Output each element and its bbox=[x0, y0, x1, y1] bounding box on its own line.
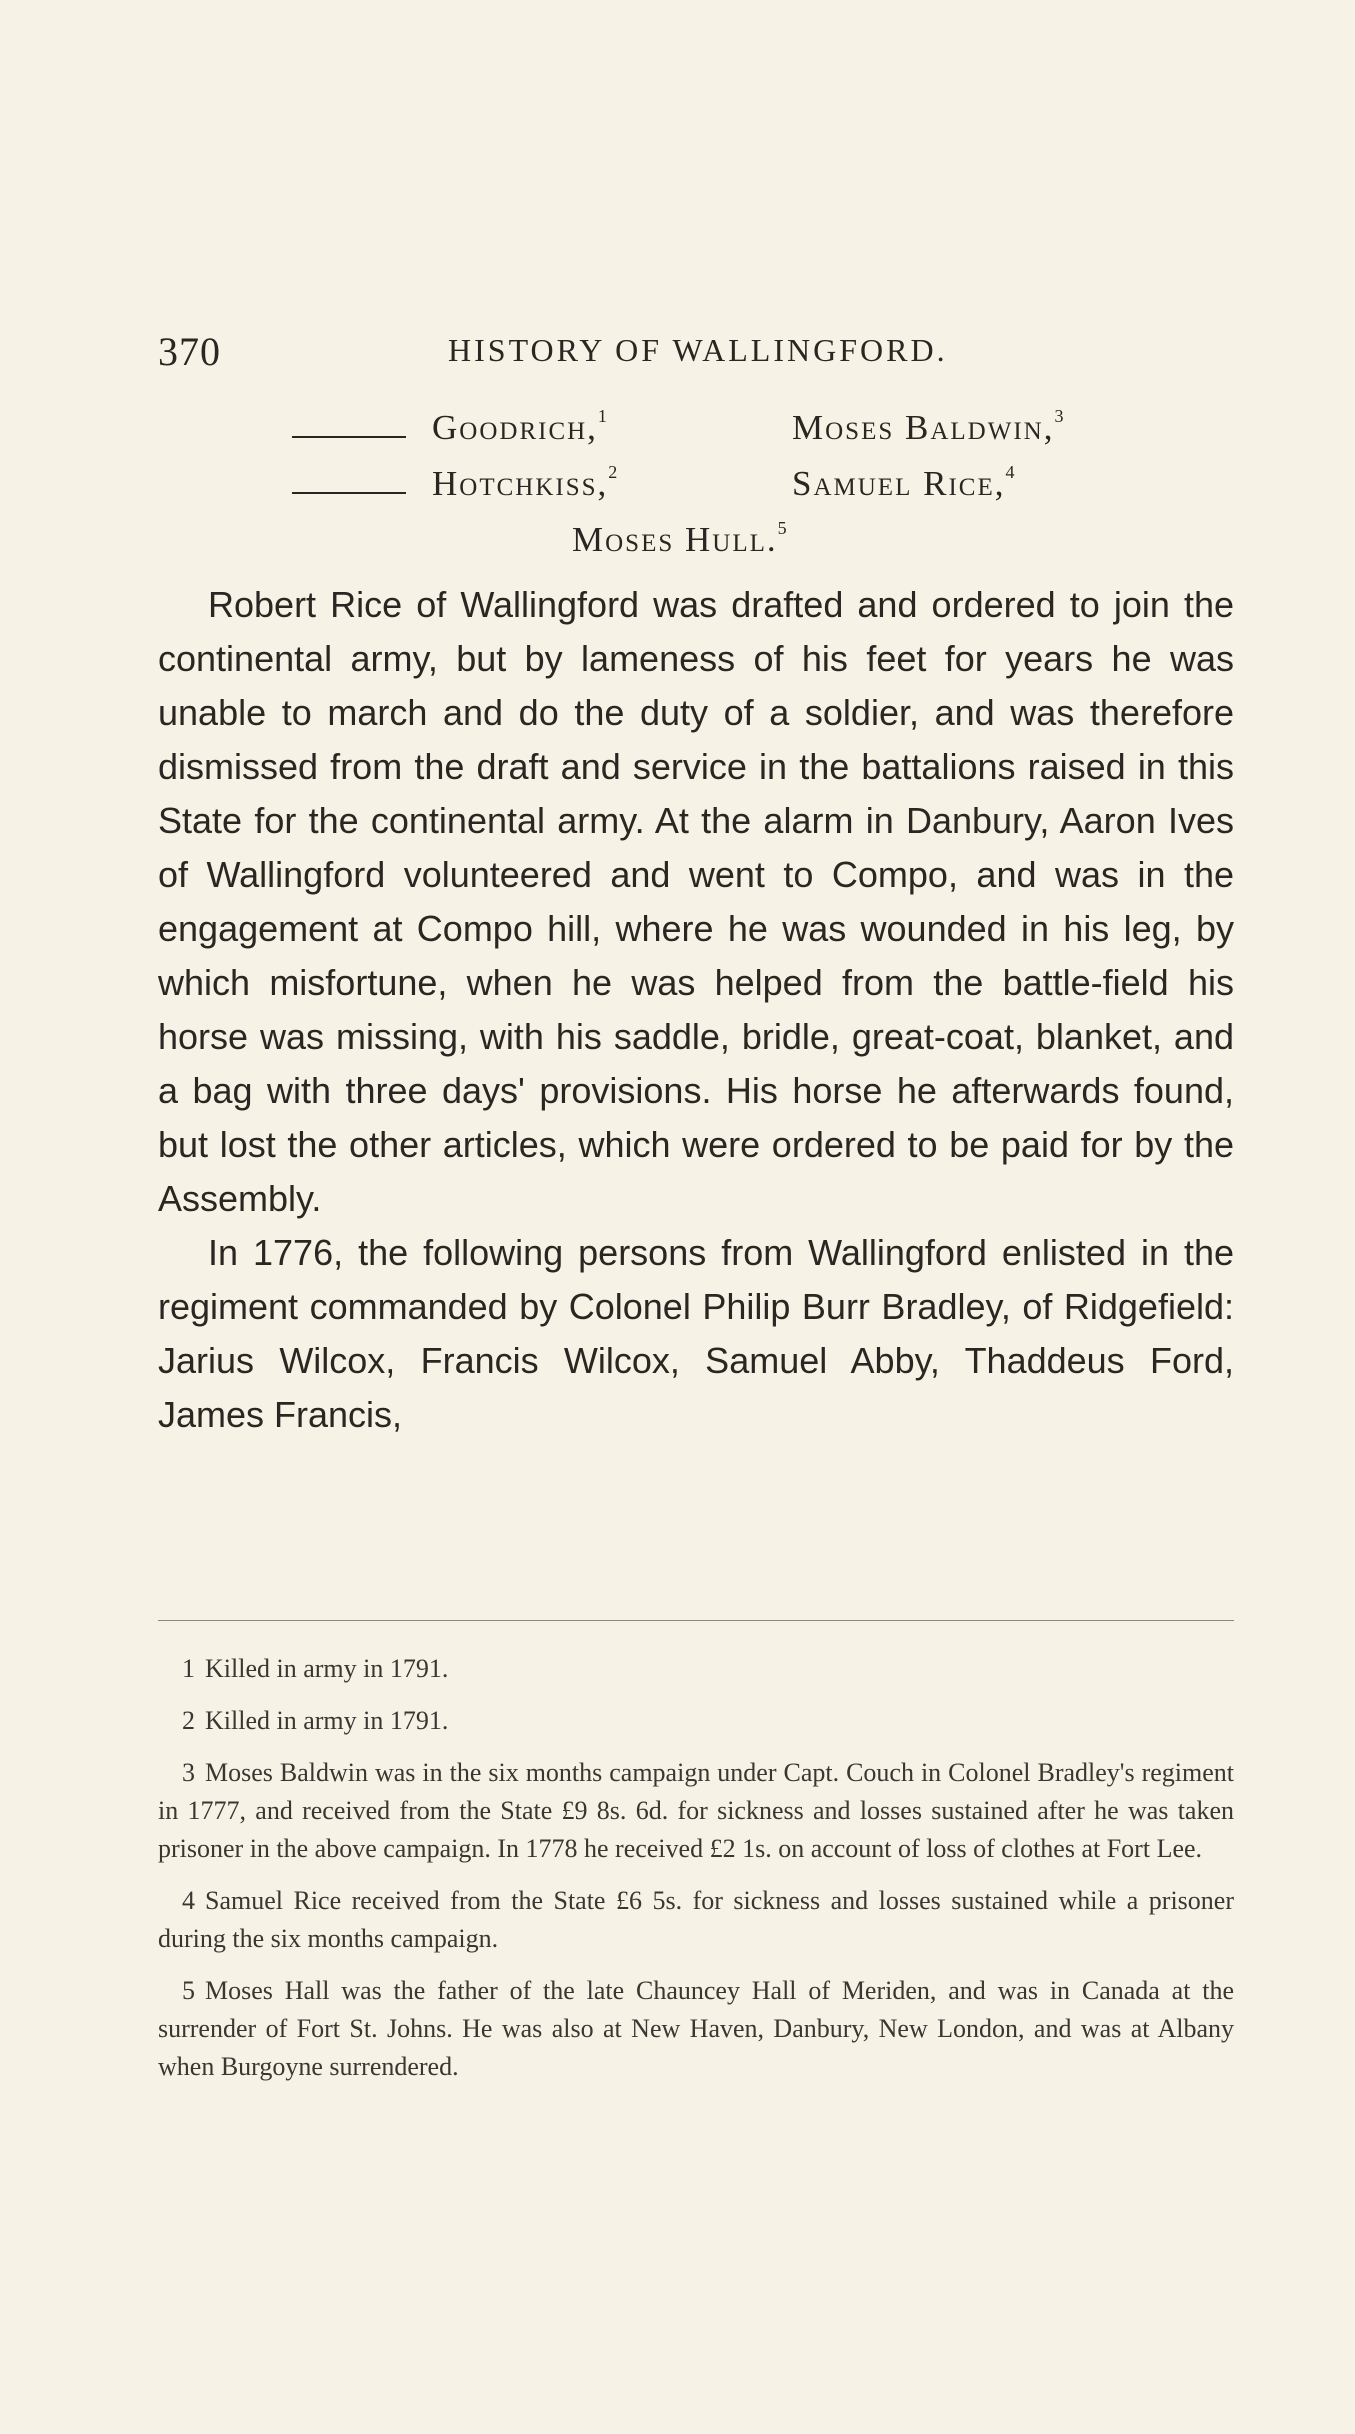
running-title: HISTORY OF WALLINGFORD. bbox=[448, 332, 948, 368]
page-header bbox=[158, 328, 1228, 388]
footnote bbox=[158, 1754, 1234, 1868]
roster-name: Goodrich,$^1$ bbox=[432, 406, 607, 447]
footnote-marker: 2 bbox=[608, 462, 618, 482]
roster-name: Hotchkiss,$^2$ bbox=[432, 462, 618, 503]
footnote bbox=[158, 1882, 1234, 1958]
footnote-text: Samuel Rice received from the State £6 5s. for sickness and losses sustained while a prisoner during the six months campaign. bbox=[158, 1886, 1234, 1953]
footnote-divider bbox=[158, 1620, 1234, 1621]
blank-first-name-dash bbox=[292, 436, 406, 438]
roster-name: Samuel Rice,$^4$ bbox=[792, 462, 1015, 503]
page-number: 370 bbox=[158, 329, 221, 374]
blank-first-name-dash bbox=[292, 492, 406, 494]
footnote-number: 5 bbox=[182, 1976, 195, 2005]
roster-row bbox=[0, 464, 1355, 514]
paragraph: In 1776, the following persons from Wallingford enlisted in the regiment commanded by Colonel Philip Burr Bradley, of Ridgefield: Jarius Wilcox, Francis Wilcox, Samuel Abby, Thaddeus Ford, James Francis, bbox=[158, 1232, 1234, 1435]
footnotes bbox=[158, 1650, 1234, 2100]
roster-name: Moses Baldwin,$^3$ bbox=[792, 406, 1064, 447]
roster-row bbox=[0, 520, 1355, 570]
footnote-number: 3 bbox=[182, 1758, 195, 1787]
footnote-number: 4 bbox=[182, 1886, 195, 1915]
footnote-text: Killed in army in 1791. bbox=[205, 1654, 449, 1683]
footnote bbox=[158, 1650, 1234, 1688]
footnote-number: 1 bbox=[182, 1654, 195, 1683]
footnote-marker: 4 bbox=[1005, 462, 1015, 482]
main-text bbox=[158, 578, 1234, 1442]
footnote-number: 2 bbox=[182, 1706, 195, 1735]
paragraph: Robert Rice of Wallingford was drafted and ordered to join the continental army, but by lameness of his feet for years he was unable to march and do the duty of a soldier, and was therefore dismissed from the draft and service in the battalions raised in this State for the continental army. At the alarm in Danbury, Aaron Ives of Wallingford volunteered and went to Compo, and was in the engagement at Compo hill, where he was wounded in his leg, by which misfortune, when he was helped from the battle-field his horse was missing, with his saddle, bridle, great-coat, blanket, and a bag with three days' provisions. His horse he afterwards found, but lost the other articles, which were ordered to be paid for by the Assembly. bbox=[158, 584, 1234, 1219]
footnote-text: Moses Baldwin was in the six months campaign under Capt. Couch in Colonel Bradley's regiment in 1777, and received from the State £9 8s. 6d. for sickness and losses sustained after he was taken prisoner in the above campaign. In 1778 he received £2 1s. on account of loss of clothes at Fort Lee. bbox=[158, 1758, 1234, 1863]
footnote bbox=[158, 1702, 1234, 1740]
footnote-marker: 1 bbox=[597, 406, 607, 426]
footnote-text: Moses Hall was the father of the late Chauncey Hall of Meriden, and was in Canada at the surrender of Fort St. Johns. He was also at New Haven, Danbury, New London, and was at Albany when Burgoyne surrendered. bbox=[158, 1976, 1234, 2081]
roster-name: Moses Hull.$^5$ bbox=[572, 518, 787, 559]
footnote-marker: 3 bbox=[1054, 406, 1064, 426]
footnote-marker: 5 bbox=[777, 518, 787, 538]
footnote-text: Killed in army in 1791. bbox=[205, 1706, 449, 1735]
footnote bbox=[158, 1972, 1234, 2086]
roster-row bbox=[0, 408, 1355, 458]
